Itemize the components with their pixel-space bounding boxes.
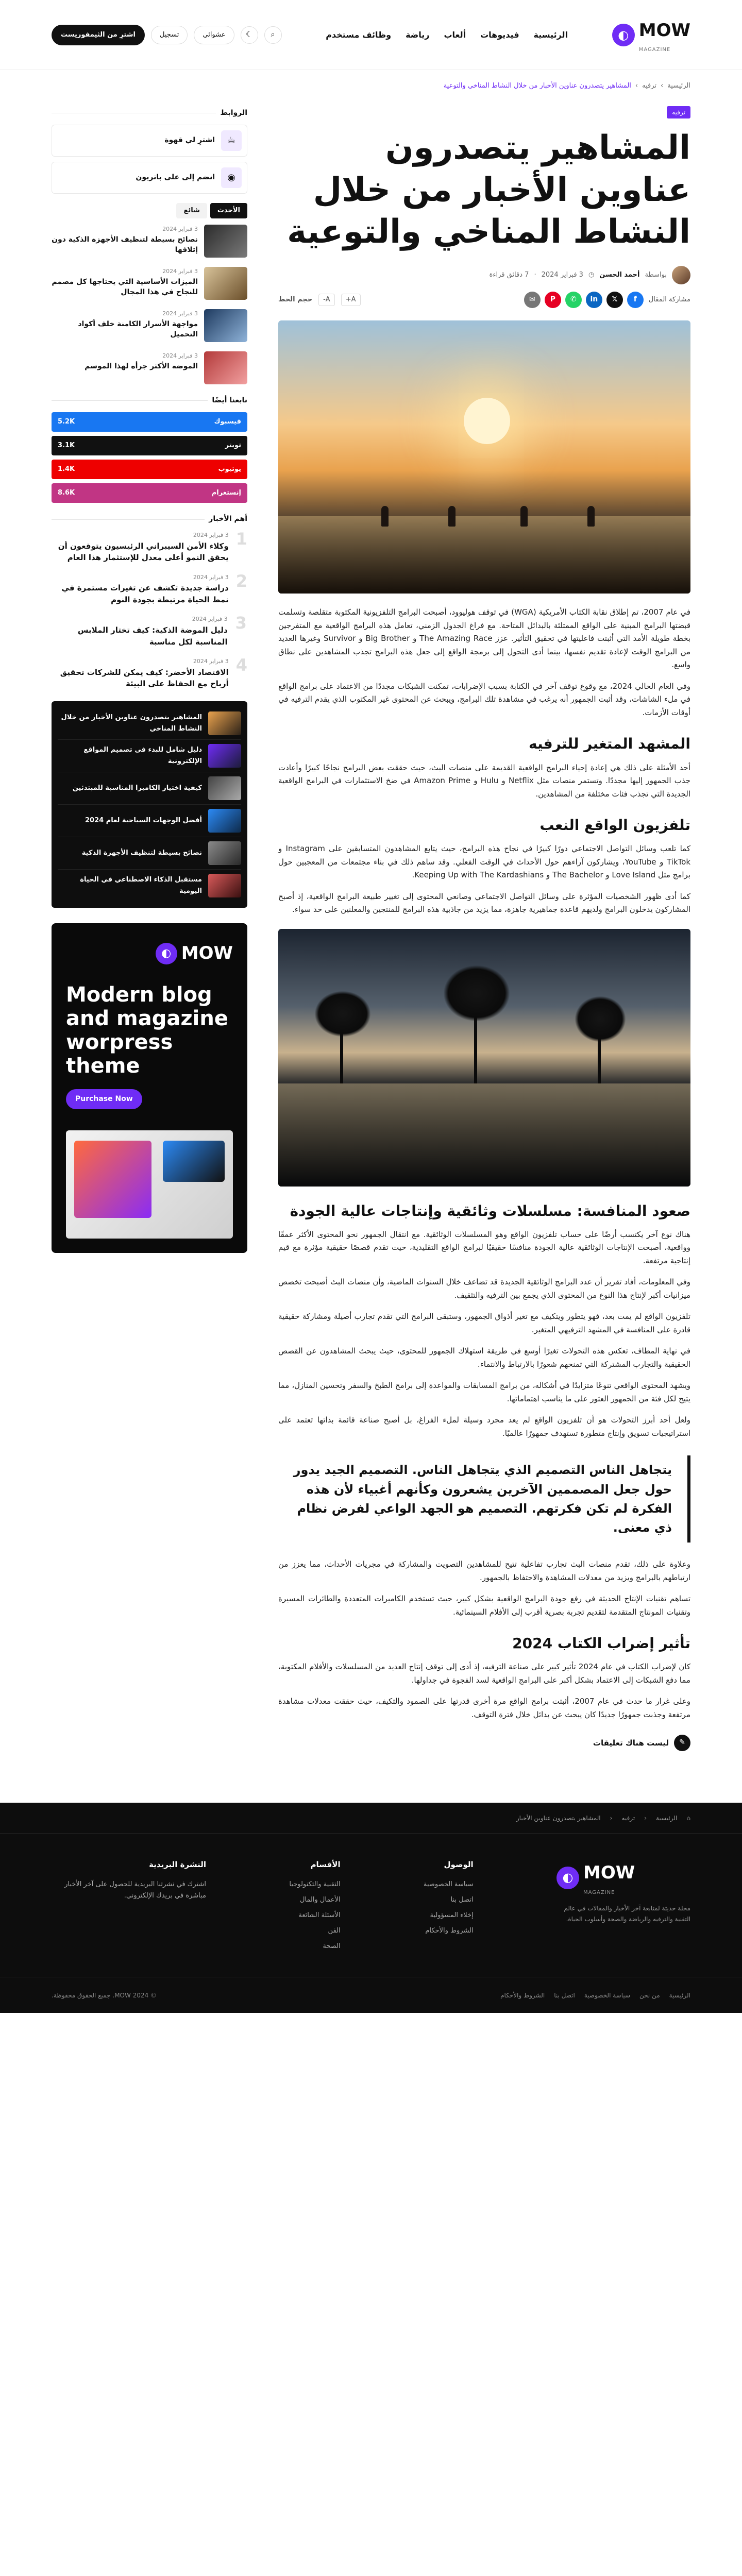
post-title: المشاهير يتصدرون عناوين الأخبار من خلال النشاط المناخي xyxy=(61,713,202,733)
author-prefix: بواسطة xyxy=(645,271,667,279)
site-footer xyxy=(0,1803,742,2013)
post-thumbnail xyxy=(204,309,247,342)
post-date: 3 فبراير 2024 xyxy=(162,352,198,359)
footer-link[interactable]: إخلاء المسؤولية xyxy=(430,1911,474,1919)
breadcrumb-separator: › xyxy=(661,82,664,90)
breadcrumb-current: المشاهير يتصدرون عناوين الأخبار من خلال النشاط المناخي والتوعية xyxy=(443,82,631,90)
footer-bottom-link[interactable]: من نحن xyxy=(639,1992,660,1999)
post-date: 3 فبراير 2024 xyxy=(193,531,229,538)
list-item[interactable] xyxy=(58,837,241,870)
facebook-icon[interactable]: f xyxy=(627,292,644,308)
site-logo[interactable] xyxy=(612,16,690,55)
author-avatar[interactable] xyxy=(672,266,690,284)
post-date: 3 فبراير 2024 xyxy=(541,271,583,279)
article-paragraph: في نهاية المطاف، تعكس هذه التحولات تغيرًا أوسع في طريقة استهلاك الجمهور للمحتوى، حيث يبحث المشاهدون عن القصص الحقيقية والتجارب المشتركة التي تمنحهم شعورًا بالارتباط والانتماء. xyxy=(278,1346,690,1369)
footer-logo[interactable] xyxy=(556,1858,690,1897)
nav-home[interactable]: الرئيسية xyxy=(533,30,568,40)
ad-logo xyxy=(66,939,233,969)
logo-icon: ◐ xyxy=(156,943,177,964)
sidebar-ad[interactable] xyxy=(52,923,247,1253)
social-youtube[interactable] xyxy=(52,460,247,479)
article-paragraph: ويشهد المحتوى الواقعي تنوعًا متزايدًا في أشكاله، من برامج المسابقات والمواعدة إلى برامج الطبخ والسفر وتحسين المنازل، مما يتيح لكل فئة من الجمهور العثور على ما يناسب اهتماماتها. xyxy=(278,1381,690,1403)
social-name: فيسبوك xyxy=(214,417,241,426)
social-name: تويتر xyxy=(225,441,241,449)
sun-shape xyxy=(464,398,510,444)
section-heading: تأثير إضراب الكتاب 2024 xyxy=(512,1635,690,1652)
footer-bottom-link[interactable]: الشروط والأحكام xyxy=(500,1992,545,1999)
post-thumbnail xyxy=(208,874,241,897)
post-title: دراسة جديدة تكشف عن تغيرات مستمرة في نمط الحياة مرتبطة بجودة النوم xyxy=(61,583,229,604)
post-title: نصائح بسيطة لتنظيف الأجهزة الذكية xyxy=(81,849,202,857)
post-title: وكلاء الأمن السيبراني الرئيسيون يتوقعون أن يحقق النمو أعلى معدل للإستثمار هذا العام xyxy=(58,541,229,563)
footer-link[interactable]: التقنية والتكنولوجيا xyxy=(289,1880,341,1888)
article-title: المشاهير يتصدرون عناوين الأخبار من خلال النشاط المناخي والتوعية xyxy=(287,128,690,251)
post-date: 3 فبراير 2024 xyxy=(192,616,228,623)
article-paragraph: تلفزيون الواقع لم يمت بعد، فهو يتطور ويتكيف مع تغير أذواق الجمهور، وستبقى البرامج التي تقدم تجارب أصيلة ومشاركة حقيقية قادرة على المنافسة في المشهد الترفيهي المتغير. xyxy=(278,1312,690,1334)
post-thumbnail xyxy=(208,744,241,768)
trees-image xyxy=(278,929,690,1187)
rank-number: 2 xyxy=(235,571,247,591)
font-increase-button[interactable]: A+ xyxy=(341,294,361,306)
breadcrumb-home[interactable]: الرئيسية xyxy=(667,82,690,90)
post-date: 3 فبراير 2024 xyxy=(162,225,198,232)
article-paragraph: كما تلعب وسائل التواصل الاجتماعي دورًا كبيرًا في نجاح هذه البرامج، حيث يتابع المشاهدون المتسابقين على Instagram و TikTok و YouTube، ويشاركون آراءهم حول الأحداث في الوقت الفعلي. وقد ساهم ذلك في بناء مجتمعات من المعجبين حول برامج مثل Love Island و The Bachelor و Keeping Up with The Kardashians. xyxy=(278,844,691,880)
author-name[interactable]: أحمد الحسن xyxy=(599,271,640,279)
footer-bottom-links xyxy=(500,1990,690,2001)
list-item[interactable] xyxy=(52,225,247,258)
post-date: 3 فبراير 2024 xyxy=(162,267,198,275)
section-heading: المشهد المتغير للترفيه xyxy=(528,735,690,753)
share-buttons xyxy=(524,292,644,308)
footer-link[interactable]: اتصل بنا xyxy=(450,1895,474,1904)
post-thumbnail xyxy=(204,267,247,300)
footer-link[interactable]: سياسة الخصوصية xyxy=(423,1880,474,1888)
patreon-link[interactable] xyxy=(52,162,247,194)
read-time: 7 دقائق قراءة xyxy=(489,271,529,279)
footer-col-title: الأقسام xyxy=(310,1860,341,1870)
footer-col-newsletter xyxy=(52,1858,206,1956)
site-header xyxy=(0,0,742,70)
article-paragraph: ولعل أحد أبرز التحولات هو أن تلفزيون الواقع لم يعد مجرد وسيلة لملء الفراغ، بل أصبح صناعة قائمة بذاتها تعتمد على استراتيجيات تسويق وإنتاج متطورة تستهدف جمهورًا عالميًا. xyxy=(278,1415,690,1438)
footer-link[interactable]: الأسئلة الشائعة xyxy=(298,1911,341,1919)
breadcrumb-category[interactable]: ترفيه xyxy=(642,82,657,90)
comments-toggle[interactable] xyxy=(278,1735,690,1751)
footer-link[interactable]: الصحة xyxy=(323,1942,341,1951)
random-button[interactable]: عشوائي xyxy=(194,26,234,44)
footer-col-access xyxy=(424,1858,474,1956)
logo-icon: ◐ xyxy=(612,24,635,46)
share-row xyxy=(278,292,690,308)
article-paragraph: في عام 2007، تم إطلاق نقابة الكتاب الأمريكية (WGA) في توقف هوليوود، أصبحت البرامج التلفزيونية المكتوبة متقلصة وتسلمت قبضتها البرامج المبنية على الواقع الممتلئة بالبدائل المتاحة. مع فراغ الجدول الزمني، تعامل هذه البرامج الواقعية مع المتفرجين بخطة طويلة الأمد التي أثبتت فاعليتها في تحقيق التأثير. عزز The Amazing Race و Big Brother و Survivor وغيرها العديد من البرامج الوقت لإعادة تقديم نفسها، بينما أدى التحول إلى برمجة الواقع إلى جعل هذه البرامج تجذب المشاهدين على نطاق واسع. xyxy=(278,607,690,670)
quote-text: يتجاهل الناس التصميم الذي يتجاهل الناس. التصميم الجيد يدور حول جعل المصممين الآخرين يشعرون وكأنهم أغبياء لأن هذه الفكرة لم تكن فكرتهم. التصميم هو الجهد الواعي لفرض نظام ذي معنى. xyxy=(293,1463,672,1535)
silhouette-figure xyxy=(448,506,456,527)
posts-tabs xyxy=(52,203,247,218)
rank-number: 3 xyxy=(235,613,247,633)
article-paragraph: أحد الأمثلة على ذلك هي إعادة إحياء البرامج الواقعية القديمة على منصات البث، حيث حققت بعض البرامج نجاحًا كبيرًا وأعادت جذب الجمهور إليها مجددًا. وتستمر منصات مثل Netflix و Hulu و Amazon Prime في ضخ الاستثمارات في البرامج الواقعية الجديدة التي تجذب فئات مختلفة من المشاهدين. xyxy=(278,762,691,799)
copyright: © 2024 MOW. جميع الحقوق محفوظة. xyxy=(52,1992,157,1999)
article-paragraph: هناك نوع آخر يكتسب أرضًا على حساب تلفزيون الواقع وهو المسلسلات الوثائقية. مع انتقال الجمهور نحو المحتوى الأكثر عمقًا وواقعية، أصبحت الإنتاجات الوثائقية عالية الجودة منافسًا حقيقيًا لبرامج الواقع التقليدية، حيث تقدم قصصًا حقيقية مؤثرة مع قيم إنتاجية مرتفعة. xyxy=(278,1229,690,1265)
whatsapp-icon[interactable]: ✆ xyxy=(565,292,582,308)
widget-title: الروابط xyxy=(52,107,247,120)
footer-breadcrumb-item[interactable]: ترفيه xyxy=(621,1815,635,1822)
rank-number: 1 xyxy=(235,529,247,549)
social-count: 3.1K xyxy=(58,441,75,449)
post-title: الميزات الأساسية التي يحتاجها كل مصمم للنجاح في هذا المجال xyxy=(52,277,198,296)
post-thumbnail xyxy=(204,225,247,258)
nav-games[interactable]: ألعاب xyxy=(444,30,466,40)
breadcrumb-separator: › xyxy=(635,82,638,90)
post-thumbnail xyxy=(208,711,241,735)
nav-sports[interactable]: رياضة xyxy=(406,30,430,40)
nav-videos[interactable]: فيديوهات xyxy=(480,30,519,40)
silhouette-figure xyxy=(381,506,389,527)
login-button[interactable]: تسجيل xyxy=(151,26,188,44)
tree-crown xyxy=(575,996,626,1042)
post-date: 3 فبراير 2024 xyxy=(193,658,229,665)
post-title: مستقبل الذكاء الاصطناعي في الحياة اليومية xyxy=(80,875,202,895)
nav-user-jobs[interactable]: وظائف مستخدم xyxy=(326,30,392,40)
section-heading: صعود المنافسة: مسلسلات وثائقية وإنتاجات عالية الجودة xyxy=(290,1202,690,1219)
footer-col-title: النشرة البريدية xyxy=(149,1860,206,1870)
list-item[interactable] xyxy=(58,772,241,805)
post-title: دليل شامل للبدء في تصميم المواقع الإلكترونية xyxy=(83,745,202,765)
ad-cta-button[interactable]: Purchase Now xyxy=(66,1089,142,1110)
ad-logo-text: MOW xyxy=(181,942,233,963)
list-item[interactable] xyxy=(58,870,241,902)
hero-image xyxy=(278,320,690,594)
comment-icon: ✎ xyxy=(674,1735,690,1751)
font-size-label: حجم الخط xyxy=(278,296,313,304)
footer-col-sections xyxy=(289,1858,340,1956)
footer-link[interactable]: الأعمال والمال xyxy=(299,1895,341,1904)
list-item[interactable] xyxy=(52,351,247,384)
post-thumbnail xyxy=(208,809,241,833)
patreon-link-label: انضم إلى على باتريون xyxy=(136,173,215,181)
article-paragraph: وعلاوة على ذلك، تقدم منصات البث تجارب تفاعلية تتيح للمشاهدين التصويت والمشاركة في مجريات الأحداث، مما يعزز من ارتباطهم بالبرامج ويزيد من معدلات المشاهدة والاحتفاظ بالجمهور. xyxy=(278,1560,690,1582)
chevron-left-icon: ‹ xyxy=(610,1815,613,1822)
footer-breadcrumb-item[interactable]: الرئيسية xyxy=(656,1815,678,1822)
comments-label: ليست هناك تعليقات xyxy=(593,1738,669,1748)
share-label: مشاركة المقال xyxy=(648,296,690,304)
rank-number: 4 xyxy=(235,655,247,675)
tree-crown xyxy=(443,965,510,1022)
post-title: نصائح بسيطة لتنظيف الأجهزة الذكية دون إتلافها xyxy=(52,235,198,254)
newsletter-text: اشترك في نشرتنا البريدية للحصول على آخر الأخبار مباشرة في بريدك الإلكتروني. xyxy=(64,1880,206,1900)
coffee-icon: ☕ xyxy=(221,130,242,151)
purchase-button[interactable]: اشترِ من الثيمفوريست xyxy=(52,25,145,45)
ad-theme-preview xyxy=(66,1130,233,1239)
clock-icon: ◷ xyxy=(588,271,595,279)
post-title: الموضة الأكثر جرأة لهذا الموسم xyxy=(85,362,198,370)
logo-text: MOW xyxy=(638,20,690,41)
water-reflection xyxy=(278,516,690,594)
list-item[interactable] xyxy=(58,707,241,740)
logo-icon: ◐ xyxy=(556,1867,579,1889)
widget-title: أهم الأخبار xyxy=(52,513,247,526)
category-badge[interactable]: ترفيه xyxy=(667,106,690,118)
post-title: أفضل الوجهات السياحية لعام 2024 xyxy=(85,816,202,824)
search-icon[interactable]: ⌕ xyxy=(264,26,282,44)
social-name: إنستغرام xyxy=(211,489,241,497)
email-icon[interactable]: ✉ xyxy=(524,292,541,308)
article-paragraph: كان لإضراب الكتاب في عام 2024 تأثير كبير على صناعة الترفيه، إذ أدى إلى توقف إنتاج العديد من المسلسلات والأفلام المكتوبة، مما دفع الشبكات إلى الاعتماد بشكل أكبر على البرامج الواقعية لسد الفجوة في جداولها. xyxy=(278,1662,690,1685)
footer-breadcrumb xyxy=(0,1803,742,1834)
footer-about xyxy=(556,1858,690,1956)
footer-logo-text: MOW xyxy=(583,1862,635,1884)
social-facebook[interactable] xyxy=(52,412,247,432)
coffee-link-label: اشترِ لي قهوة xyxy=(164,135,215,144)
pull-quote xyxy=(278,1455,690,1543)
preview-block xyxy=(74,1141,151,1218)
list-item[interactable] xyxy=(52,657,247,690)
list-item[interactable] xyxy=(52,531,247,564)
patreon-icon: ◉ xyxy=(221,167,242,188)
social-count: 8.6K xyxy=(58,489,75,497)
footer-link[interactable]: الفن xyxy=(328,1927,341,1935)
linkedin-icon[interactable]: in xyxy=(586,292,602,308)
article-paragraph: وفي المعلومات، أفاد تقرير أن عدد البرامج الوثائقية الجديدة قد تضاعف خلال السنوات الماضية، وأن منصات البث أصبحت تخصص ميزانيات أكبر لإنتاج هذا النوع من المحتوى الذي يجمع بين الترفيه والتثقيف. xyxy=(278,1277,690,1300)
social-instagram[interactable] xyxy=(52,483,247,503)
article-meta xyxy=(278,266,690,284)
sidebar xyxy=(52,97,247,1268)
list-item[interactable] xyxy=(58,805,241,837)
header-tools xyxy=(52,25,281,45)
footer-about-text: مجلة حديثة لمتابعة آخر الأخبار والمقالات في عالم التقنية والترفيه والرياضة والصحة وأسلوب الحياة. xyxy=(564,1905,690,1923)
meta-dot: · xyxy=(534,271,536,279)
article xyxy=(278,97,690,1782)
post-date: 3 فبراير 2024 xyxy=(162,310,198,317)
post-title: دليل الموضة الذكية: كيف تختار الملابس المناسبة لكل مناسبة xyxy=(77,625,228,647)
article-paragraph: تساهم تقنيات الإنتاج الحديثة في رفع جودة البرامج الواقعية بشكل كبير، حيث تستخدم الكاميرات المتعددة والطائرات المسيرة وتقنيات المونتاج المتقدمة لتقديم تجربة بصرية أقرب إلى الأفلام السينمائية. xyxy=(278,1594,690,1617)
article-paragraph: كما أدى ظهور الشخصيات المؤثرة على وسائل التواصل الاجتماعي وصانعي المحتوى إلى تغيير طبيعة البرامج الواقعية، إذ أصبح المشاركون يدخلون البرامج ولديهم قاعدة جماهيرية جاهزة، مما يزيد من جاذبية هذه البرامج للمنتجين والمعلنين على حد سواء. xyxy=(278,891,690,914)
footer-bottom-link[interactable]: الرئيسية xyxy=(669,1992,690,1999)
list-item[interactable] xyxy=(52,309,247,342)
silhouette-figure xyxy=(587,506,595,527)
article-paragraph: وعلى غرار ما حدث في عام 2007، أثبتت برامج الواقع مرة أخرى قدرتها على الصمود والتكيف، حيث حققت معدلات مشاهدة مرتفعة وجذبت جمهورًا جديدًا كان يبحث عن بدائل خلال فترة التوقف. xyxy=(278,1697,691,1719)
silhouette-figure xyxy=(520,506,528,527)
ad-headline: Modern blog and magazine worpress theme xyxy=(66,982,228,1078)
tab-popular[interactable]: شائع xyxy=(176,203,207,218)
twitter-icon[interactable]: 𝕏 xyxy=(606,292,623,308)
post-title: الاقتصاد الأخضر: كيف يمكن للشركات تحقيق أرباح مع الحفاظ على البيئة xyxy=(60,667,229,689)
footer-bottom-link[interactable]: اتصل بنا xyxy=(554,1992,575,1999)
social-count: 1.4K xyxy=(58,465,75,473)
article-paragraph: وفي العام الحالي 2024، مع وقوع توقف آخر في الكتابة بسبب الإضرابات، تمكنت الشبكات مجددًا من الاعتماد على برامج الواقع في ملء الشاشات، وقد أثبت الجمهور أنه يرغب في مشاهدة تلك البرامج، ويبحث عن المحتوى غير المكتوب الذي يقدم الترفيه في أوقات الأزمات. xyxy=(278,681,690,717)
lake-water xyxy=(278,1083,690,1187)
post-title: مواجهة الأسرار الكامنة خلف أكواد التحميل xyxy=(78,319,198,338)
chevron-left-icon: ‹ xyxy=(644,1815,647,1822)
social-count: 5.2K xyxy=(58,417,75,426)
preview-block xyxy=(163,1141,225,1182)
footer-bottom-link[interactable]: سياسة الخصوصية xyxy=(584,1992,631,1999)
list-item[interactable] xyxy=(58,740,241,772)
post-thumbnail xyxy=(208,776,241,800)
widget-title: تابعنا أيضًا xyxy=(52,395,247,407)
coffee-link[interactable] xyxy=(52,125,247,157)
logo-sub: MAGAZINE xyxy=(638,47,671,53)
home-icon[interactable]: ⌂ xyxy=(686,1815,690,1822)
post-thumbnail xyxy=(208,841,241,865)
breadcrumb xyxy=(52,70,690,97)
footer-logo-sub: MAGAZINE xyxy=(583,1890,615,1896)
font-decrease-button[interactable]: A- xyxy=(318,294,335,306)
list-item[interactable] xyxy=(52,573,247,606)
footer-col-title: الوصول xyxy=(444,1860,474,1870)
font-size-control xyxy=(278,294,361,306)
share-block xyxy=(524,292,690,308)
post-date: 3 فبراير 2024 xyxy=(193,573,229,581)
tree-crown xyxy=(314,991,371,1037)
tab-latest[interactable]: الأحدث xyxy=(210,203,247,218)
main-nav xyxy=(326,28,568,42)
dark-posts-widget xyxy=(52,701,247,908)
social-twitter[interactable] xyxy=(52,436,247,455)
social-name: يوتيوب xyxy=(218,465,241,473)
post-title: كيفية اختيار الكاميرا المناسبة للمبتدئين xyxy=(72,784,202,792)
section-heading: تلفزيون الواقع النعب xyxy=(539,817,690,834)
dark-mode-icon[interactable]: ☾ xyxy=(241,26,258,44)
pinterest-icon[interactable]: P xyxy=(545,292,561,308)
footer-link[interactable]: الشروط والأحكام xyxy=(425,1927,474,1935)
footer-breadcrumb-item: المشاهير يتصدرون عناوين الأخبار xyxy=(516,1815,601,1822)
post-thumbnail xyxy=(204,351,247,384)
list-item[interactable] xyxy=(52,267,247,300)
list-item[interactable] xyxy=(52,615,247,648)
